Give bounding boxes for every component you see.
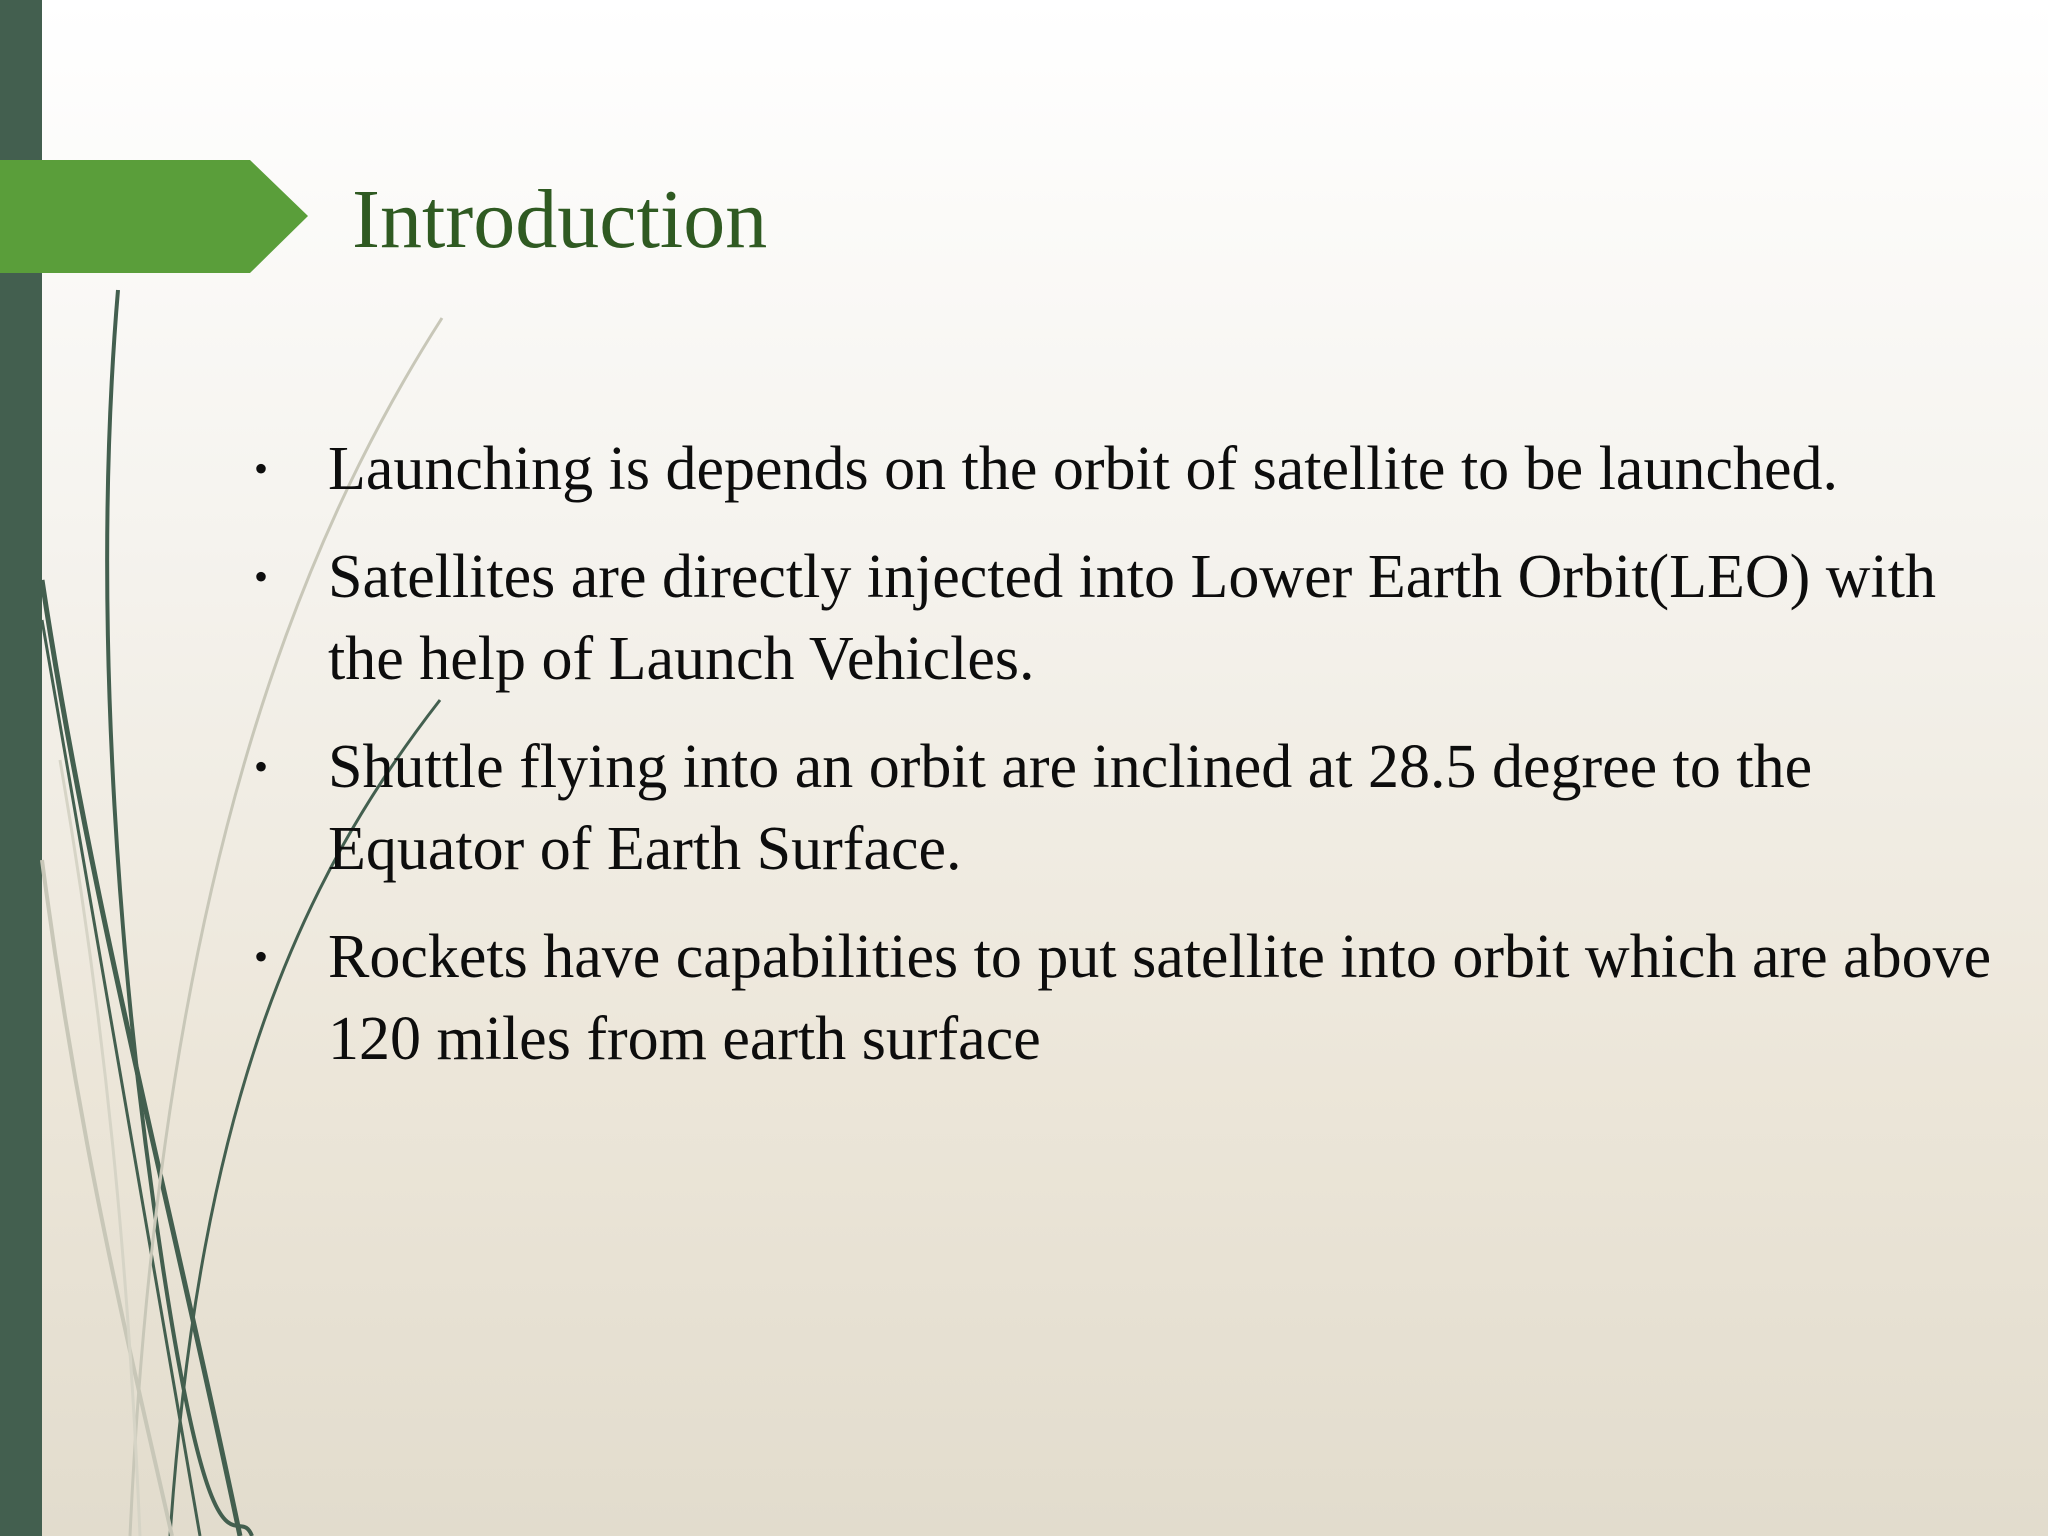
bullet-list: [240, 428, 2010, 1106]
bullet-icon: •: [254, 744, 269, 789]
bullet-text: Satellites are directly injected into Lower Earth Orbit(LEO) with the help of Launch Vehicles.: [328, 543, 1937, 693]
bullet-item: [240, 916, 2010, 1080]
bullet-icon: •: [254, 554, 269, 599]
bullet-item: [240, 726, 2010, 890]
slide-title: Introduction: [352, 173, 768, 266]
bullet-icon: •: [254, 934, 269, 979]
bullet-item: [240, 536, 2010, 700]
bullet-item: [240, 428, 2010, 510]
bullet-text: Shuttle flying into an orbit are inclined at 28.5 degree to the Equator of Earth Surface.: [328, 733, 1813, 883]
bullet-text: Launching is depends on the orbit of satellite to be launched.: [328, 435, 1838, 503]
bullet-text: Rockets have capabilities to put satellite into orbit which are above 120 miles from earth surface: [328, 923, 1992, 1073]
bullet-icon: •: [254, 446, 269, 491]
title-arrow-shape: [0, 160, 308, 273]
decorative-curve: [60, 760, 140, 1536]
